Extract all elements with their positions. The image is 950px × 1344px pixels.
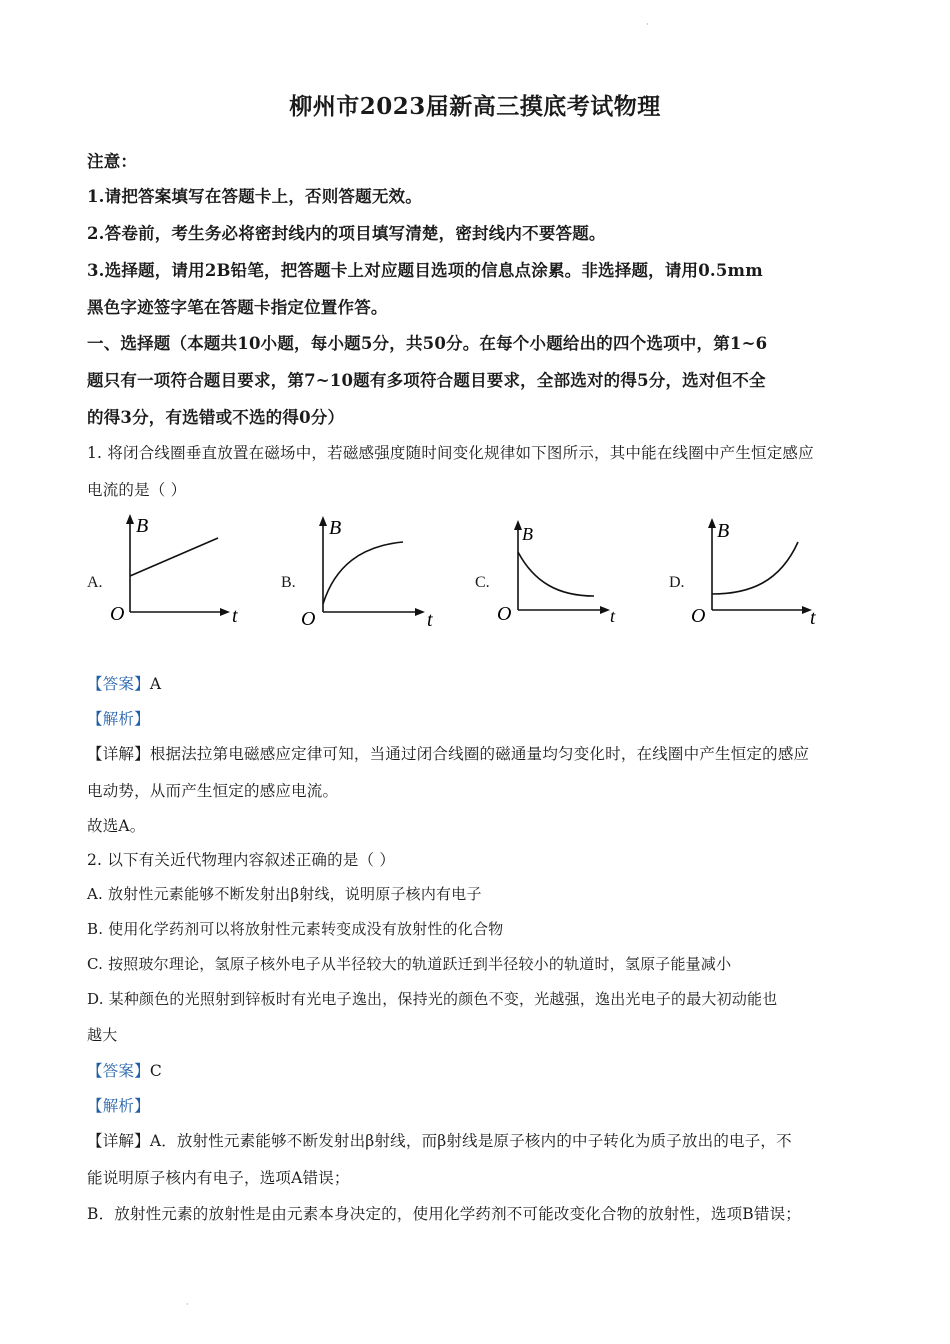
graph-d-curve	[712, 542, 798, 594]
graph-d-origin: O	[691, 605, 706, 627]
notice-item-3-cont: 黑色字迹签字笔在答题卡指定位置作答。	[87, 298, 388, 317]
graph-d-x-label: t	[810, 607, 816, 629]
q1-answer-tag: 【答案】	[87, 675, 150, 693]
graph-a-x-label: t	[232, 605, 238, 627]
q1-detail-text-1: 根据法拉第电磁感应定律可知，当通过闭合线圈的磁通量均匀变化时，在线圈中产生恒定的感应	[149, 745, 810, 763]
q1-detail-line-2: 电动势，从而产生恒定的感应电流。	[87, 782, 339, 800]
q1-stem-line-2: 电流的是（ ）	[87, 481, 187, 499]
graph-c-y-label: B	[522, 524, 533, 544]
q2-answer	[87, 1059, 162, 1081]
graph-a-x-arrow	[220, 608, 230, 616]
q2-option-d-cont: 越大	[87, 1026, 118, 1044]
graph-c-x-arrow	[600, 606, 610, 614]
notice-item-1: 1.请把答案填写在答题卡上，否则答题无效。	[87, 187, 422, 206]
graph-c	[494, 512, 654, 637]
notice-heading: 注意：	[87, 152, 138, 171]
graph-b	[299, 512, 459, 637]
q2-option-d: D. 某种颜色的光照射到锌板时有光电子逸出，保持光的颜色不变，光越强，逸出光电子的最大初动能也	[87, 990, 778, 1008]
graph-a-y-label: B	[136, 515, 149, 537]
graph-c-label: C.	[475, 574, 490, 591]
q2-option-a: A. 放射性元素能够不断发射出β射线，说明原子核内有电子	[87, 885, 482, 903]
graph-b-label: B.	[281, 574, 296, 591]
graph-c-curve	[518, 552, 594, 596]
q2-detail-line-2: 能说明原子核内有电子，选项A错误；	[87, 1169, 350, 1187]
graph-a-origin: O	[110, 603, 125, 625]
graph-b-origin: O	[301, 608, 316, 630]
q2-analysis-tag	[87, 1094, 150, 1116]
graph-d-y-arrow	[708, 518, 716, 528]
notice-item-2: 2.答卷前，考生务必将密封线内的项目填写清楚，密封线内不要答题。	[87, 224, 606, 243]
section-heading-line-1: 一、选择题（本题共10小题，每小题5分，共50分。在每个小题给出的四个选项中，第1~6	[87, 334, 768, 353]
scan-dot: ·	[646, 20, 649, 29]
graph-d	[688, 512, 848, 637]
section-heading-line-2: 题只有一项符合题目要求，第7~10题有多项符合题目要求，全部选对的得5分，选对但不全	[87, 371, 766, 390]
graph-b-y-arrow	[319, 516, 327, 526]
graph-c-origin: O	[497, 603, 512, 625]
q2-detail-text-1: A．放射性元素能够不断发射出β射线，而β射线是原子核内的中子转化为质子放出的电子，不	[149, 1132, 792, 1150]
graph-b-curve	[323, 542, 403, 604]
q1-answer-value: A	[149, 675, 162, 693]
scan-dot-bottom: ·	[186, 1300, 189, 1309]
q2-detail-line-3: B．放射性元素的放射性是由元素本身决定的，使用化学药剂不可能改变化合物的放射性，选项B错误；	[87, 1205, 801, 1223]
graph-d-y-label: B	[717, 520, 730, 542]
q2-option-c: C. 按照玻尔理论，氢原子核外电子从半径较大的轨道跃迁到半径较小的轨道时，氢原子能量减小	[87, 955, 732, 973]
q1-answer	[87, 672, 161, 694]
q1-detail-line-3: 故选A。	[87, 817, 146, 835]
graph-a-label: A.	[87, 574, 103, 591]
q2-analysis-tag-text: 【解析】	[87, 1097, 150, 1115]
q2-option-b: B. 使用化学药剂可以将放射性元素转变成没有放射性的化合物	[87, 920, 504, 938]
graph-b-x-label: t	[427, 609, 433, 631]
q1-analysis-tag-text: 【解析】	[87, 710, 150, 728]
q1-stem-line-1: 1. 将闭合线圈垂直放置在磁场中，若磁感强度随时间变化规律如下图所示，其中能在线圈中产生恒定感应	[87, 444, 814, 462]
graph-c-y-arrow	[514, 520, 522, 530]
graph-a	[106, 512, 266, 637]
graph-b-x-arrow	[415, 608, 425, 616]
q1-detail-tag: 【详解】	[87, 745, 150, 763]
graph-d-label: D.	[669, 574, 685, 591]
q2-answer-tag: 【答案】	[87, 1062, 150, 1080]
q2-detail-tag: 【详解】	[87, 1132, 150, 1150]
section-heading-line-3: 的得3分，有选错或不选的得0分）	[87, 408, 345, 427]
q2-detail-line-1	[87, 1129, 792, 1151]
graph-a-y-arrow	[126, 514, 134, 524]
graph-c-x-label: t	[610, 606, 616, 626]
q2-stem: 2. 以下有关近代物理内容叙述正确的是（ ）	[87, 851, 396, 869]
graph-b-y-label: B	[329, 517, 342, 539]
q1-detail-line-1	[87, 742, 809, 764]
page-title: 柳州市2023届新高三摸底考试物理	[289, 93, 661, 120]
notice-item-3: 3.选择题，请用2B铅笔，把答题卡上对应题目选项的信息点涂累。非选择题，请用0.5mm	[87, 261, 763, 280]
q2-answer-value: C	[149, 1062, 162, 1080]
q1-analysis-tag	[87, 707, 150, 729]
graph-a-curve	[130, 538, 218, 576]
